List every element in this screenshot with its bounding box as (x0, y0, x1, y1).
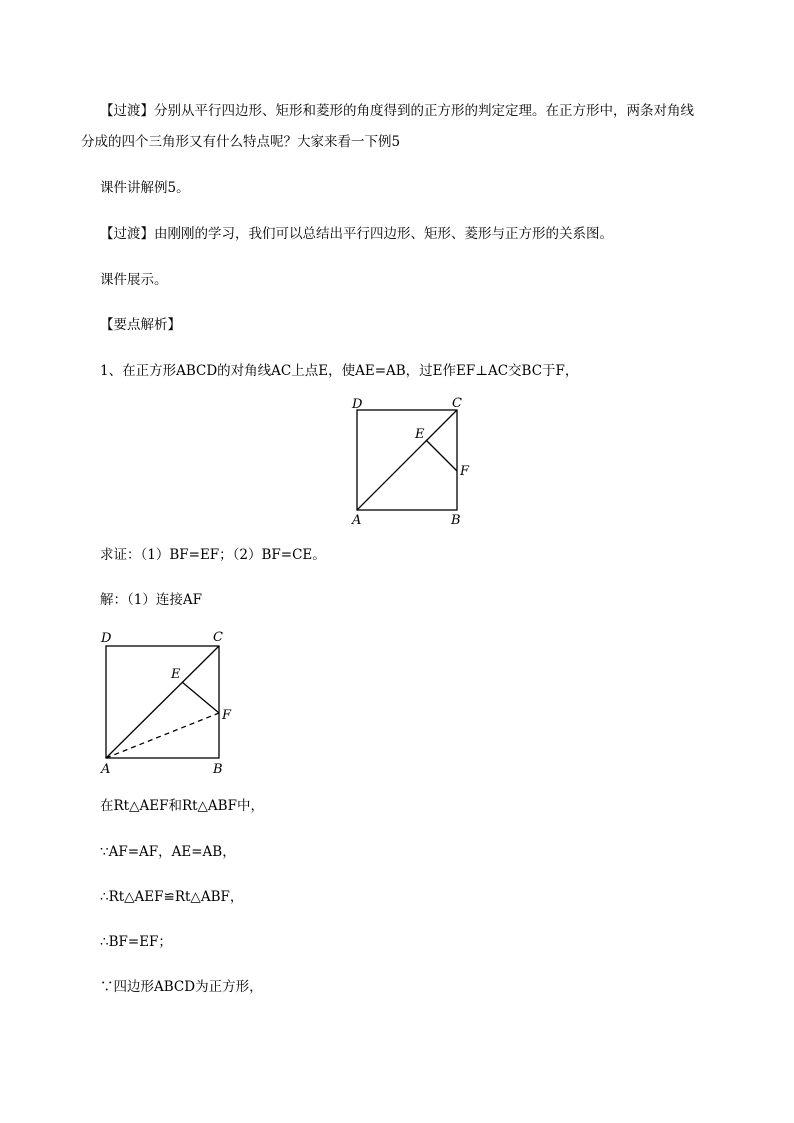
transition-paragraph-1-line-1: 【过渡】分别从平行四边形、矩形和菱形的角度得到的正方形的判定定理。在正方形中，两条对角线 (100, 103, 694, 119)
proof-line-3: ∴Rt△AEF≌Rt△ABF， (100, 889, 244, 905)
diagonal-ac (106, 646, 219, 758)
proof-line-4: ∴BF=EF； (100, 934, 172, 950)
label-c: C (452, 396, 462, 411)
transition-paragraph-2: 【过渡】由刚刚的学习，我们可以总结出平行四边形、矩形、菱形与正方形的关系图。 (100, 226, 613, 242)
label-e: E (171, 667, 181, 682)
proof-line-2: ∵AF=AF，AE=AB， (100, 844, 236, 860)
segment-ef (426, 440, 457, 471)
problem-statement: 1、在正方形ABCD的对角线AC上点E，使AE=AB，过E作EF⊥AC交BC于F， (100, 363, 579, 379)
label-d: D (352, 397, 363, 412)
proof-requirement: 求证：（1）BF=EF；（2）BF=CE。 (100, 547, 326, 563)
label-d: D (101, 631, 112, 646)
label-f: F (460, 464, 470, 479)
label-a: A (101, 762, 111, 777)
proof-line-1: 在Rt△AEF和Rt△ABF中， (100, 798, 264, 814)
proof-line-5: ∵四边形ABCD为正方形， (100, 979, 263, 995)
label-e: E (415, 427, 425, 442)
dashed-segment-af (106, 713, 219, 758)
label-c: C (213, 630, 223, 645)
label-f: F (222, 708, 232, 723)
label-b: B (451, 513, 461, 528)
label-b: B (213, 762, 223, 777)
courseware-example-paragraph: 课件讲解例5。 (100, 180, 190, 196)
segment-ef (182, 682, 219, 713)
square-diagram-1 (340, 392, 480, 532)
courseware-display-paragraph: 课件展示。 (100, 272, 168, 288)
transition-paragraph-1-line-2: 分成的四个三角形又有什么特点呢？大家来看一下例5 (81, 134, 401, 150)
key-points-heading: 【要点解析】 (100, 317, 181, 333)
label-a: A (352, 513, 362, 528)
solution-step-1: 解：（1）连接AF (100, 592, 202, 608)
square-diagram-2 (96, 625, 246, 775)
diagonal-ac (357, 410, 457, 510)
